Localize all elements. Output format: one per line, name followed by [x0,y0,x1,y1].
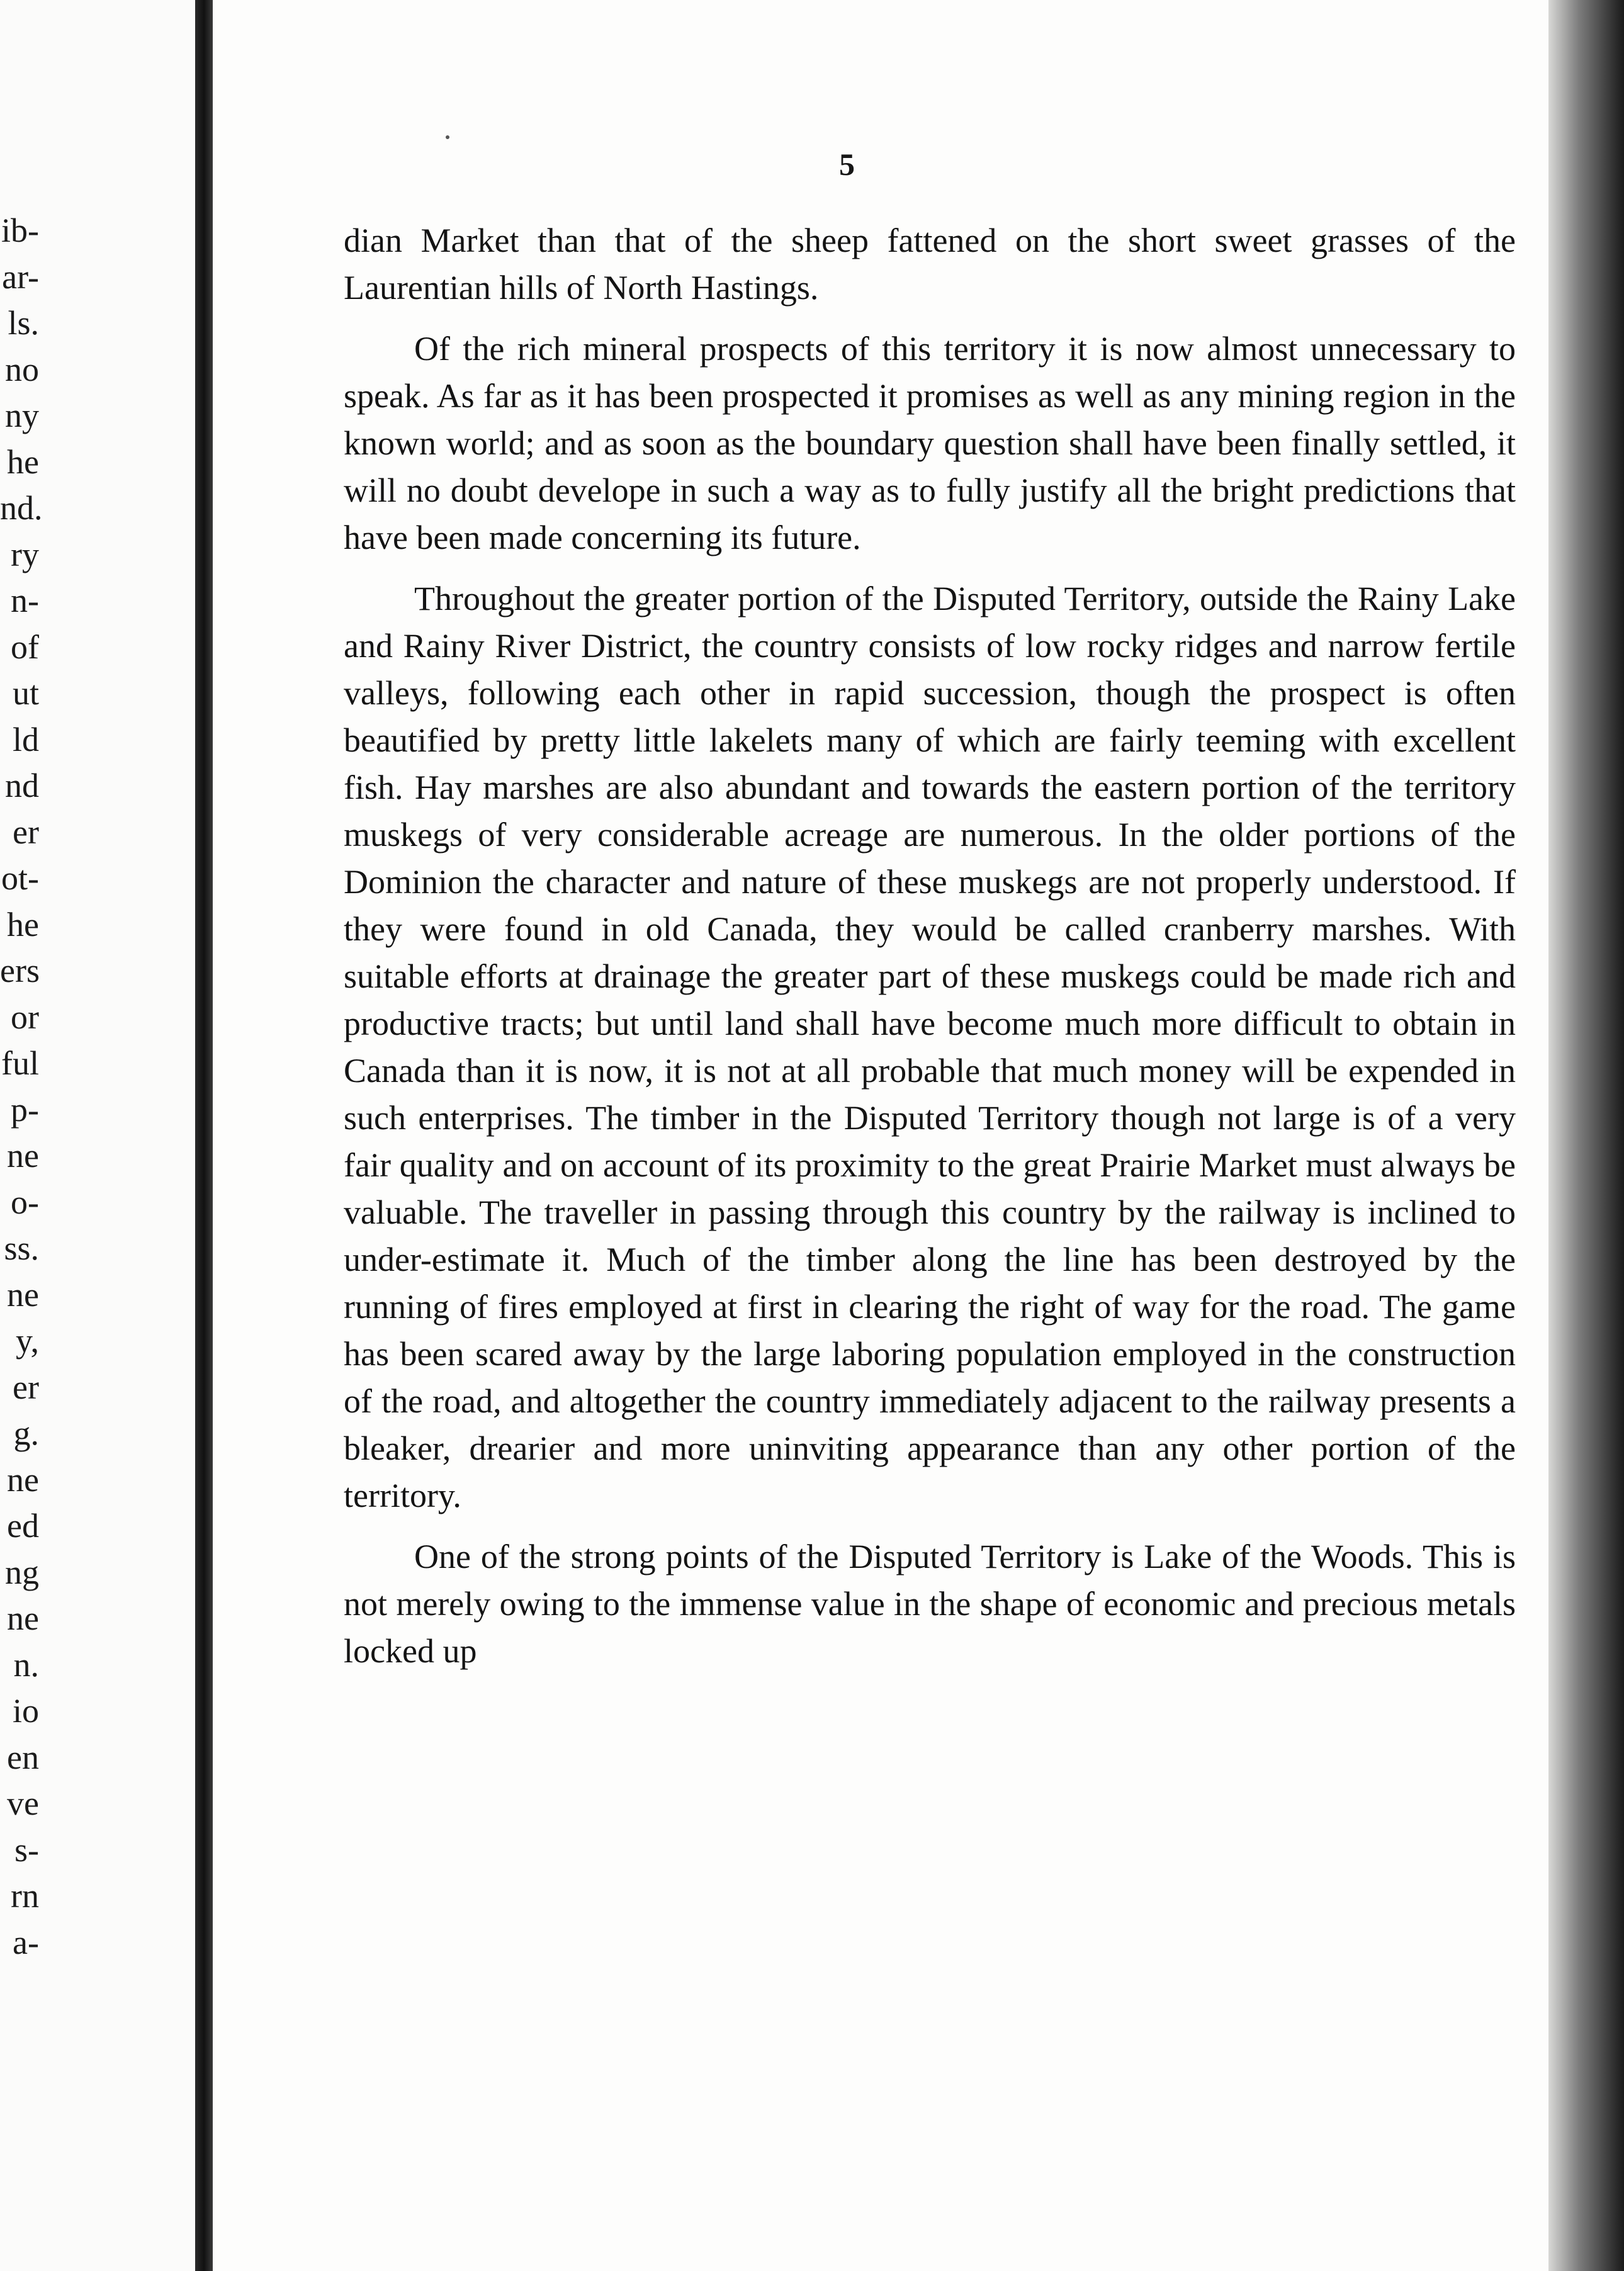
left-page-line-fragment: nd [5,767,39,804]
left-page-line-fragment: p- [11,1090,39,1129]
left-page-line-fragment: he [7,905,39,944]
left-page-line-fragment: o- [11,1183,39,1221]
left-page-line-fragment: nd. [0,489,43,527]
left-page-line-fragment: no [5,350,39,388]
left-page-line-fragment: ry [11,535,39,573]
left-page-line-fragment: rn [11,1877,39,1915]
left-page-line-fragment: er [13,813,39,851]
paper-speck [446,135,449,139]
left-page-line-fragment: ar- [2,257,39,296]
book-gutter [195,0,213,2271]
left-page-line-fragment: n. [13,1645,39,1684]
left-page-line-fragment: ss. [4,1229,39,1267]
left-page-line-fragment: ny [5,397,39,434]
left-page-line-fragment: er [13,1368,39,1406]
left-page-line-fragment: ne [7,1137,39,1175]
left-page-line-fragment: ng [5,1553,39,1591]
body-text [344,217,1516,1689]
page-number: 5 [839,147,855,182]
left-page-line-fragment: a- [13,1923,39,1961]
left-page-line-fragment: or [11,998,39,1036]
paragraph-lake-of-the-woods: One of the strong points of the Disputed Territory is Lake of the Woods. This is not merely owing to the immense value in the shape of economic and precious metals locked up [344,1538,1516,1670]
paragraph-disputed-territory: Throughout the greater portion of the Disputed Territory, outside the Rainy Lake and Rainy River District, the country consists of low rocky ridges and narrow fertile valleys, following each other in rapid succession, though the prospect is often beautified by pretty little lakelets many of which are fairly teeming with excellent fish. Hay marshes are also abundant and towards the eastern portion of the territory muskegs of very considerable acreage are numerous. In the older portions of the Dominion the character and nature of these muskegs are not properly understood. If they were found in old Canada, they would be called cranberry marshes. With suitable efforts at drainage the greater part of these muskegs could be made rich and productive tracts; but until land shall have become much more difficult to obtain in Canada than it is now, it is not at all probable that much money will be expended in such enterprises. The timber in the Disputed Territory though not large is of a very fair quality and on account of its proximity to the great Prairie Market must always be valuable. The traveller in passing through this country by the railway is inclined to under-estimate it. Much of the timber along the line has been destroyed by the running of fires employed at first in clearing the right of way for the road. The game has been scared away by the large laboring population employed in the construction of the road, and altogether the country immediately adjacent to the railway presents a bleaker, drearier and more uninviting appearance than any other portion of the territory. [344,580,1516,1514]
left-page-line-fragment: s- [14,1830,39,1869]
left-page-line-fragment: ne [7,1599,39,1637]
left-page-line-fragment: of [11,628,39,666]
left-page-line-fragment: n- [11,582,39,619]
left-page-line-fragment: io [12,1692,39,1730]
left-page-line-fragment: he [7,442,39,481]
left-page-line-fragment: ne [7,1275,39,1314]
left-page-line-fragment: ve [7,1784,39,1822]
left-page-line-fragment: ful [1,1044,39,1082]
left-page-line-fragment: ib- [1,211,39,249]
left-page-line-fragment: ls. [8,304,39,342]
paragraph-mineral-prospects: Of the rich mineral prospects of this territory it is now almost unnecessary to speak. As far as it has been prospected it promises as well as any mining region in the known world; and as soon as the boundary question shall have been finally settled, it will no doubt develope in such a way as to fully justify all the bright predictions that have been made concerning its future. [344,330,1516,556]
left-page-line-fragment: ers [0,952,40,989]
left-page-line-fragment: ot- [1,859,39,897]
page-edge-shadow [1548,0,1624,2271]
left-page-line-fragment: y, [16,1322,39,1360]
left-page-line-fragments [0,208,43,1966]
left-page-line-fragment: g. [13,1414,39,1452]
right-page [213,0,1548,2271]
left-page-line-fragment: ne [7,1460,39,1499]
left-facing-page [0,0,195,2271]
left-page-line-fragment: en [7,1738,39,1776]
left-page-line-fragment: ut [12,674,39,712]
left-page-line-fragment: ed [7,1507,39,1545]
left-page-line-fragment: ld [12,720,39,758]
paragraph-continuation: dian Market than that of the sheep fattened on the short sweet grasses of the Laurentian hills of North Hastings. [344,222,1516,307]
